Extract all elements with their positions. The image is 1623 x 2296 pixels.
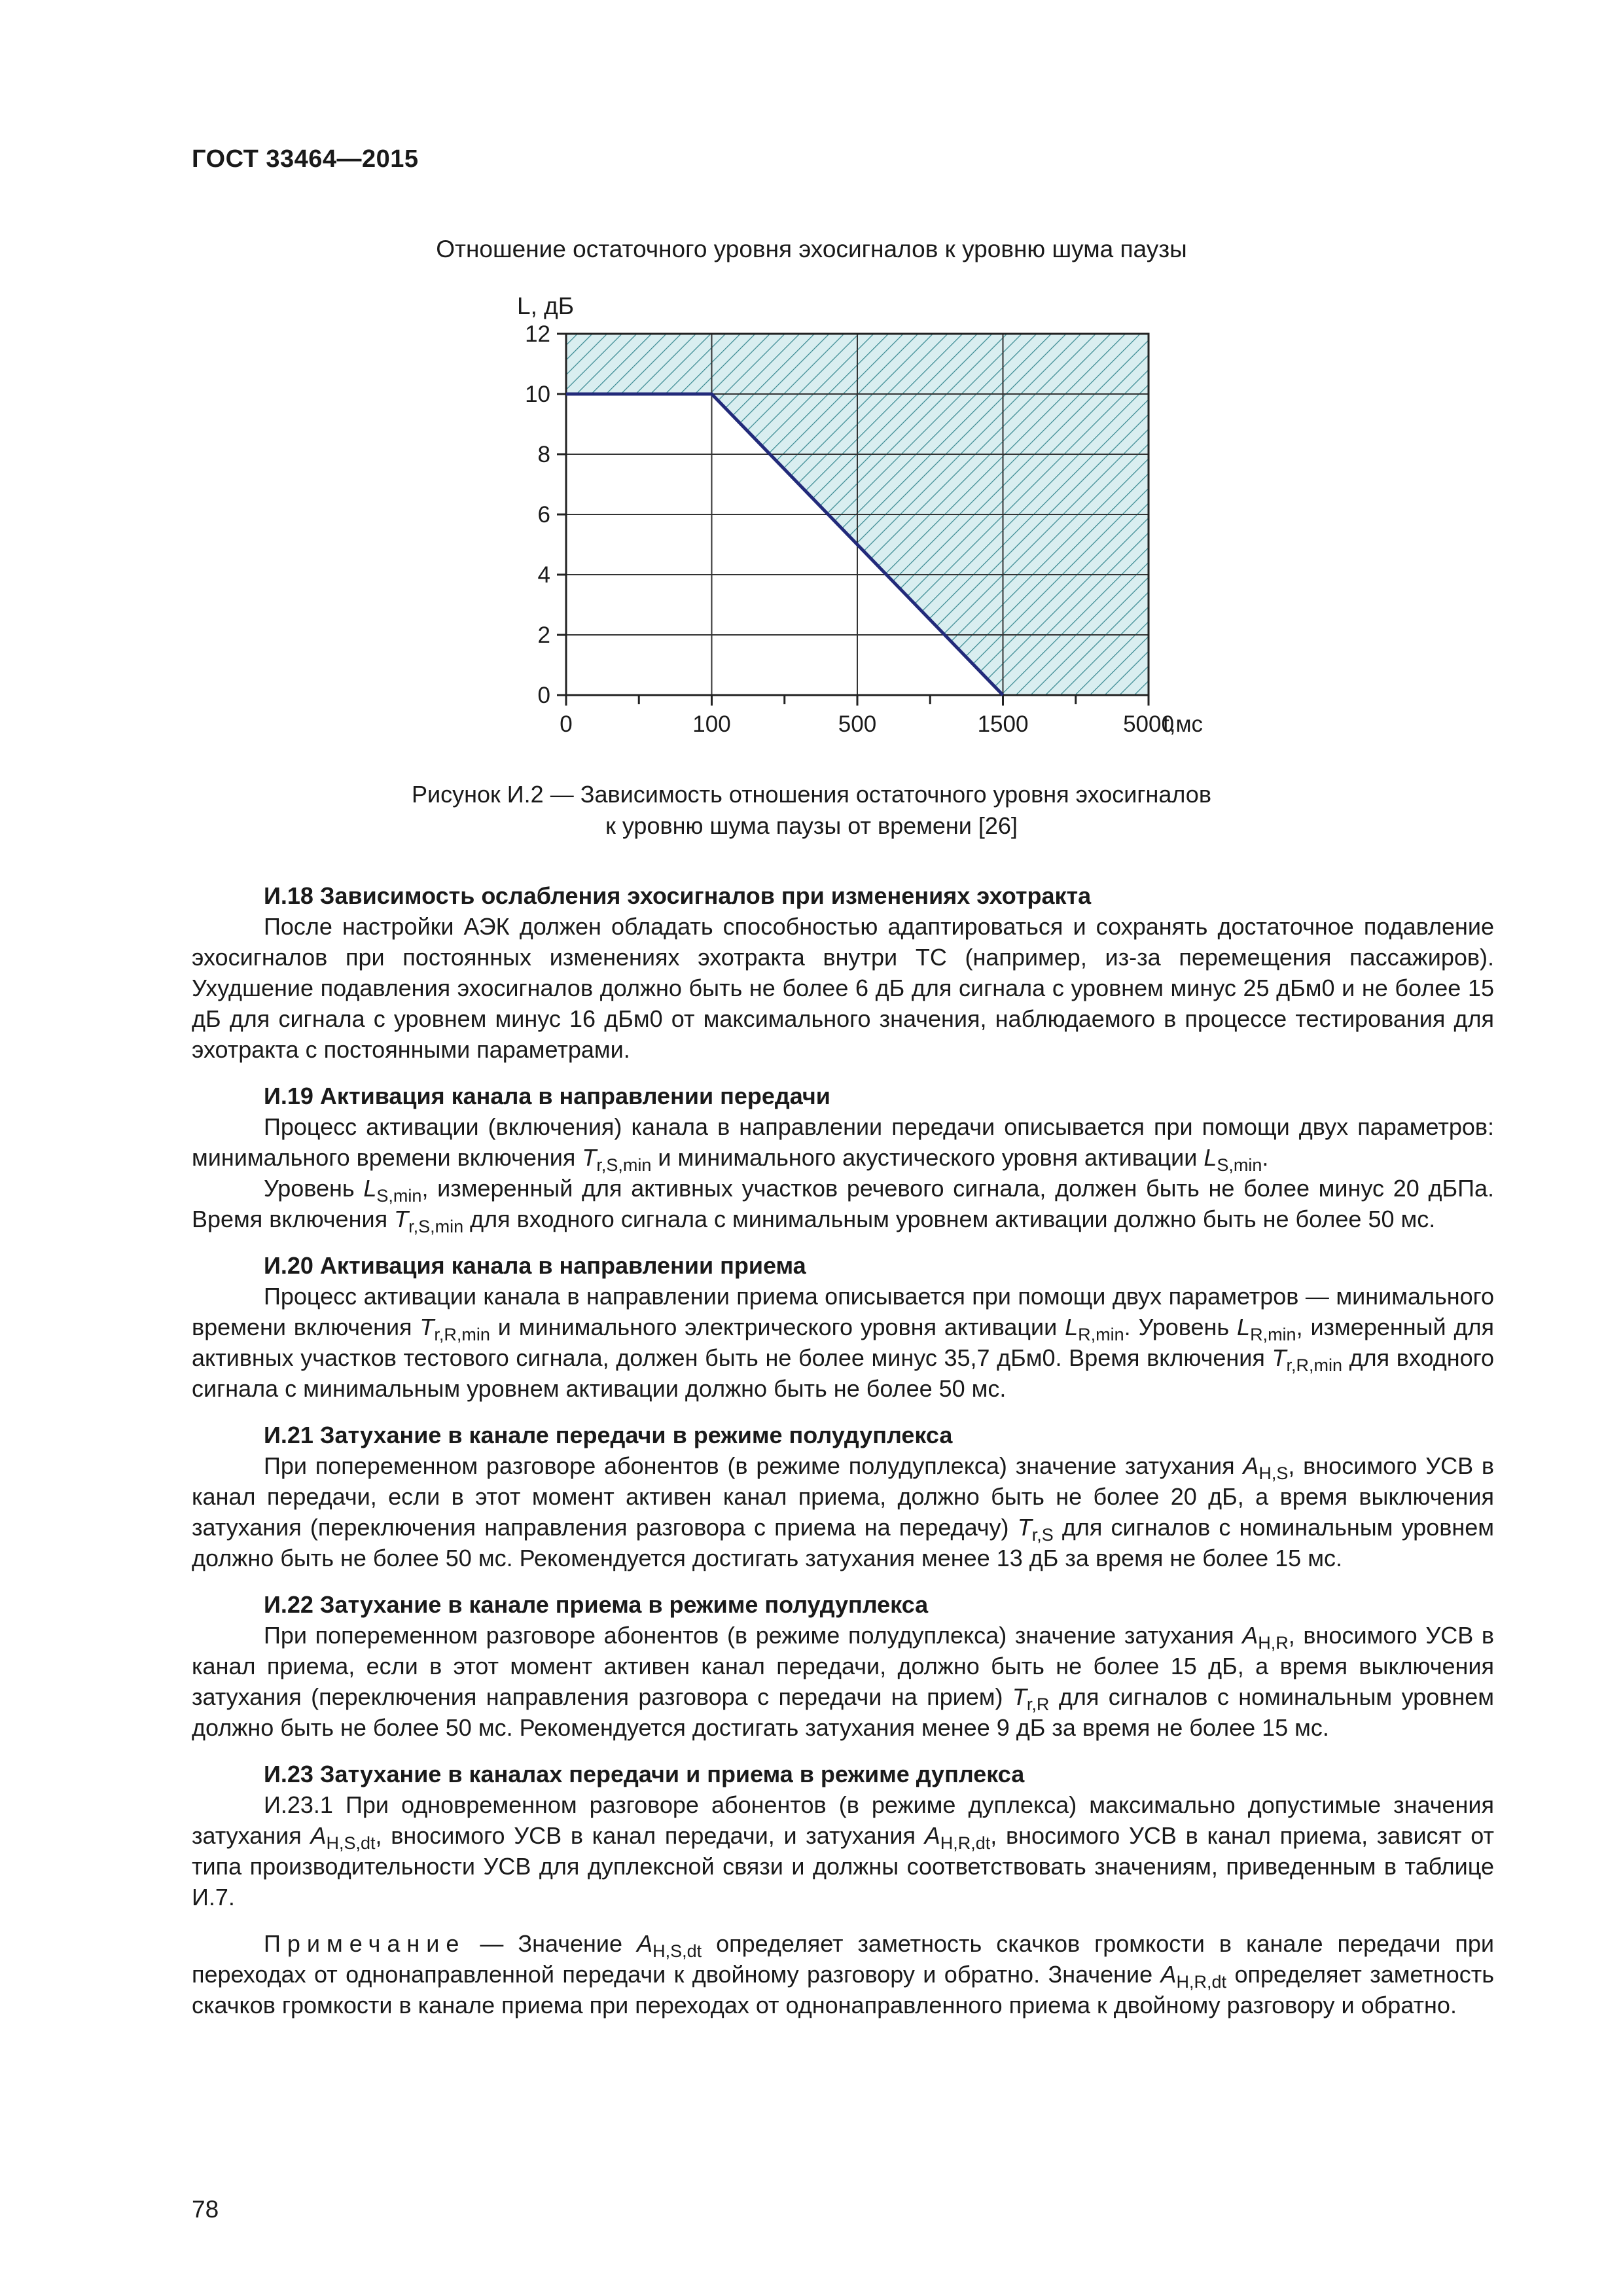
- section-23-paragraph: И.23.1 При одновременном разговоре абонентов (в режиме дуплекса) максимально допустимые значения затухания $A_{H,S,dt}$, вносимого УСВ в канал передачи, и затухания $A_{H,R,dt}$, вносимого УСВ в канал приема, зависят от типа производительности УСВ для дуплексной связи и должны соответствовать значениям, приведенным в таблице И.7.: [192, 1791, 1494, 1910]
- y-tick-label: 4: [537, 562, 550, 588]
- figure-caption: [0, 779, 1623, 842]
- document-header: ГОСТ 33464—2015: [192, 145, 419, 173]
- section-19-paragraph-1: Процесс активации (включения) канала в направлении передачи описывается при помощи двух параметров: минимального времени включения $T_{r,S,min}$ и минимального акустического уровня активации $L_{S,min}$.: [192, 1113, 1494, 1175]
- section-18-title: И.18 Зависимость ослабления эхосигналов при изменениях эхотракта: [264, 882, 1092, 909]
- section-20-paragraph: Процесс активации канала в направлении приема описывается при помощи двух параметров — минимального времени включения $T_{r,R,min}$ и минимального электрического уровня активации $L_{R,min}$. Уровень $L_{R,min}$, измеренный для активных участков тестового сигнала, должен быть не более минус 35,7 дБм0. Время включения $T_{r,R,min}$ для входного сигнала с минимальным уровнем активации должно быть не более 50 мс.: [192, 1283, 1494, 1402]
- y-tick-label: 6: [537, 502, 550, 528]
- x-tick-label: 0: [560, 711, 573, 737]
- section-19-title: И.19 Активация канала в направлении передачи: [264, 1083, 830, 1109]
- x-tick-label: 500: [838, 711, 877, 737]
- y-tick-label: 10: [525, 382, 550, 407]
- y-tick-label: 12: [525, 321, 550, 347]
- y-axis-label: L, дБ: [517, 293, 575, 319]
- section-23-note: Примечание — Значение $A_{H,S,dt}$ определяет заметность скачков громкости в канале передачи при переходах от однонаправленной передачи к двойному разговору и обратно. Значение $A_{H,R,dt}$ определяет заметность скачков громкости в канале приема при переходах от однонаправленного приема к двойному разговору и обратно.: [192, 1930, 1495, 2018]
- echo-level-chart: [458, 275, 1283, 759]
- section-20-title: И.20 Активация канала в направлении приема: [264, 1252, 806, 1279]
- y-tick-label: 8: [537, 442, 550, 467]
- section-19-paragraph-2: Уровень $L_{S,min}$, измеренный для активных участков речевого сигнала, должен быть не более минус 20 дБПа. Время включения $T_{r,S,min}$ для входного сигнала с минимальным уровнем активации должно быть не более 50 мс.: [192, 1175, 1494, 1236]
- section-23-title: И.23 Затухание в каналах передачи и приема в режиме дуплекса: [264, 1761, 1025, 1787]
- section-22-title: И.22 Затухание в канале приема в режиме полудуплекса: [264, 1591, 929, 1618]
- caption-line-2: к уровню шума паузы от времени [26]: [605, 812, 1018, 839]
- y-tick-label: 2: [537, 622, 550, 648]
- section-21-title: И.21 Затухание в канале передачи в режиме полудуплекса: [264, 1422, 953, 1448]
- section-18-paragraph: После настройки АЭК должен обладать способностью адаптироваться и сохранять достаточное подавление эхосигналов при постоянных изменениях эхотракта внутри ТС (например, из-за перемещения пассажиров). Ухудшение подавления эхосигналов должно быть не более 6 дБ для сигнала с уровнем минус 25 дБм0 и не более 15 дБ для сигнала с уровнем минус 16 дБм0 от максимального значения, наблюдаемого в процессе тестирования для эхотракта с постоянными параметрами.: [192, 913, 1494, 1063]
- caption-line-1: Рисунок И.2 — Зависимость отношения остаточного уровня эхосигналов: [412, 781, 1211, 808]
- section-22-paragraph: При попеременном разговоре абонентов (в режиме полудуплекса) значение затухания $A_{H,R}$, вносимого УСВ в канал приема, если в этот момент активен канал передачи, должно быть не более 15 дБ, а время выключения затухания (переключения направления разговора с передачи на прием) $T_{r,R}$ для сигналов с номинальным уровнем должно быть не более 50 мс. Рекомендуется достигать затухания менее 9 дБ за время не более 15 мс.: [192, 1622, 1495, 1741]
- x-tick-label: 100: [692, 711, 731, 737]
- x-tick-label: 5000: [1123, 711, 1174, 737]
- page-number: 78: [192, 2196, 219, 2223]
- section-21-paragraph: При попеременном разговоре абонентов (в режиме полудуплекса) значение затухания $A_{H,S}$, вносимого УСВ в канал передачи, если в этот момент активен канал приема, должно быть не более 20 дБ, а время выключения затухания (переключения направления разговора с приема на передачу) $T_{r,S}$ для сигналов с номинальным уровнем должно быть не более 50 мс. Рекомендуется достигать затухания менее 13 дБ за время не более 15 мс.: [192, 1452, 1494, 1571]
- y-tick-label: 0: [537, 683, 550, 708]
- body-text: [192, 880, 1494, 2020]
- chart-title: Отношение остаточного уровня эхосигналов к уровню шума паузы: [436, 236, 1187, 262]
- x-tick-label: 1500: [977, 711, 1029, 737]
- x-axis-label: t,мс: [1163, 711, 1204, 737]
